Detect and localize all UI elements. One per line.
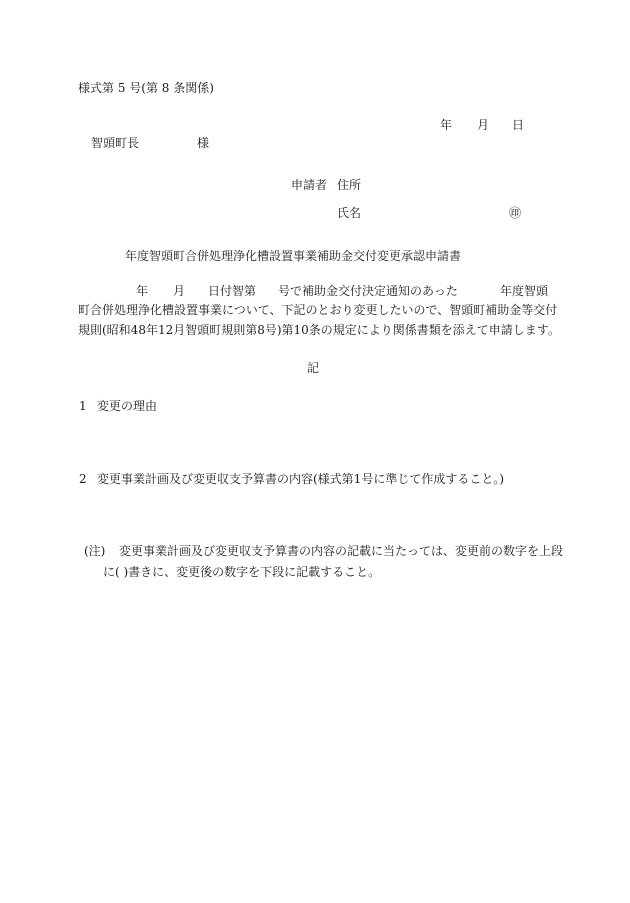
item-2-number: 2 xyxy=(79,472,87,486)
body-year-label: 年 xyxy=(136,284,149,298)
date-day-label: 日 xyxy=(512,118,525,132)
body-month-label: 月 xyxy=(173,284,186,298)
item-1-number: 1 xyxy=(79,399,87,413)
form-number: 様式第 5 号(第 8 条関係) xyxy=(78,81,214,95)
ki-heading: 記 xyxy=(307,361,320,375)
addressee-honorific: 様 xyxy=(197,136,210,150)
body-line-2: 町合併処理浄化槽設置事業について、下記のとおり変更したいので、智頭町補助金等交付 xyxy=(78,303,558,317)
body-fiscal-year: 年度智頭 xyxy=(500,284,549,298)
item-2-text: 変更事業計画及び変更収支予算書の内容(様式第1号に準じて作成すること。) xyxy=(97,472,505,486)
applicant-name-label: 氏名 xyxy=(337,206,362,220)
date-year-label: 年 xyxy=(440,118,453,132)
addressee-name: 智頭町長 xyxy=(91,136,140,150)
note-label: (注) xyxy=(84,544,106,558)
body-day-reference: 日付智第 xyxy=(208,284,257,298)
note-line-2: に( )書きに、変更後の数字を下段に記載すること。 xyxy=(103,565,381,579)
seal-mark: ㊞ xyxy=(509,206,522,220)
item-1-text: 変更の理由 xyxy=(97,399,158,413)
date-month-label: 月 xyxy=(477,118,490,132)
applicant-address-label: 住所 xyxy=(337,178,362,192)
body-number-text: 号で補助金交付決定通知のあった xyxy=(278,284,458,298)
applicant-label: 申請者 xyxy=(291,178,328,192)
note-line-1: 変更事業計画及び変更収支予算書の内容の記載に当たっては、変更前の数字を上段 xyxy=(119,544,564,558)
body-line-3: 規則(昭和48年12月智頭町規則第8号)第10条の規定により関係書類を添えて申請します。 xyxy=(78,323,560,337)
document-title: 年度智頭町合併処理浄化槽設置事業補助金交付変更承認申請書 xyxy=(125,249,462,263)
